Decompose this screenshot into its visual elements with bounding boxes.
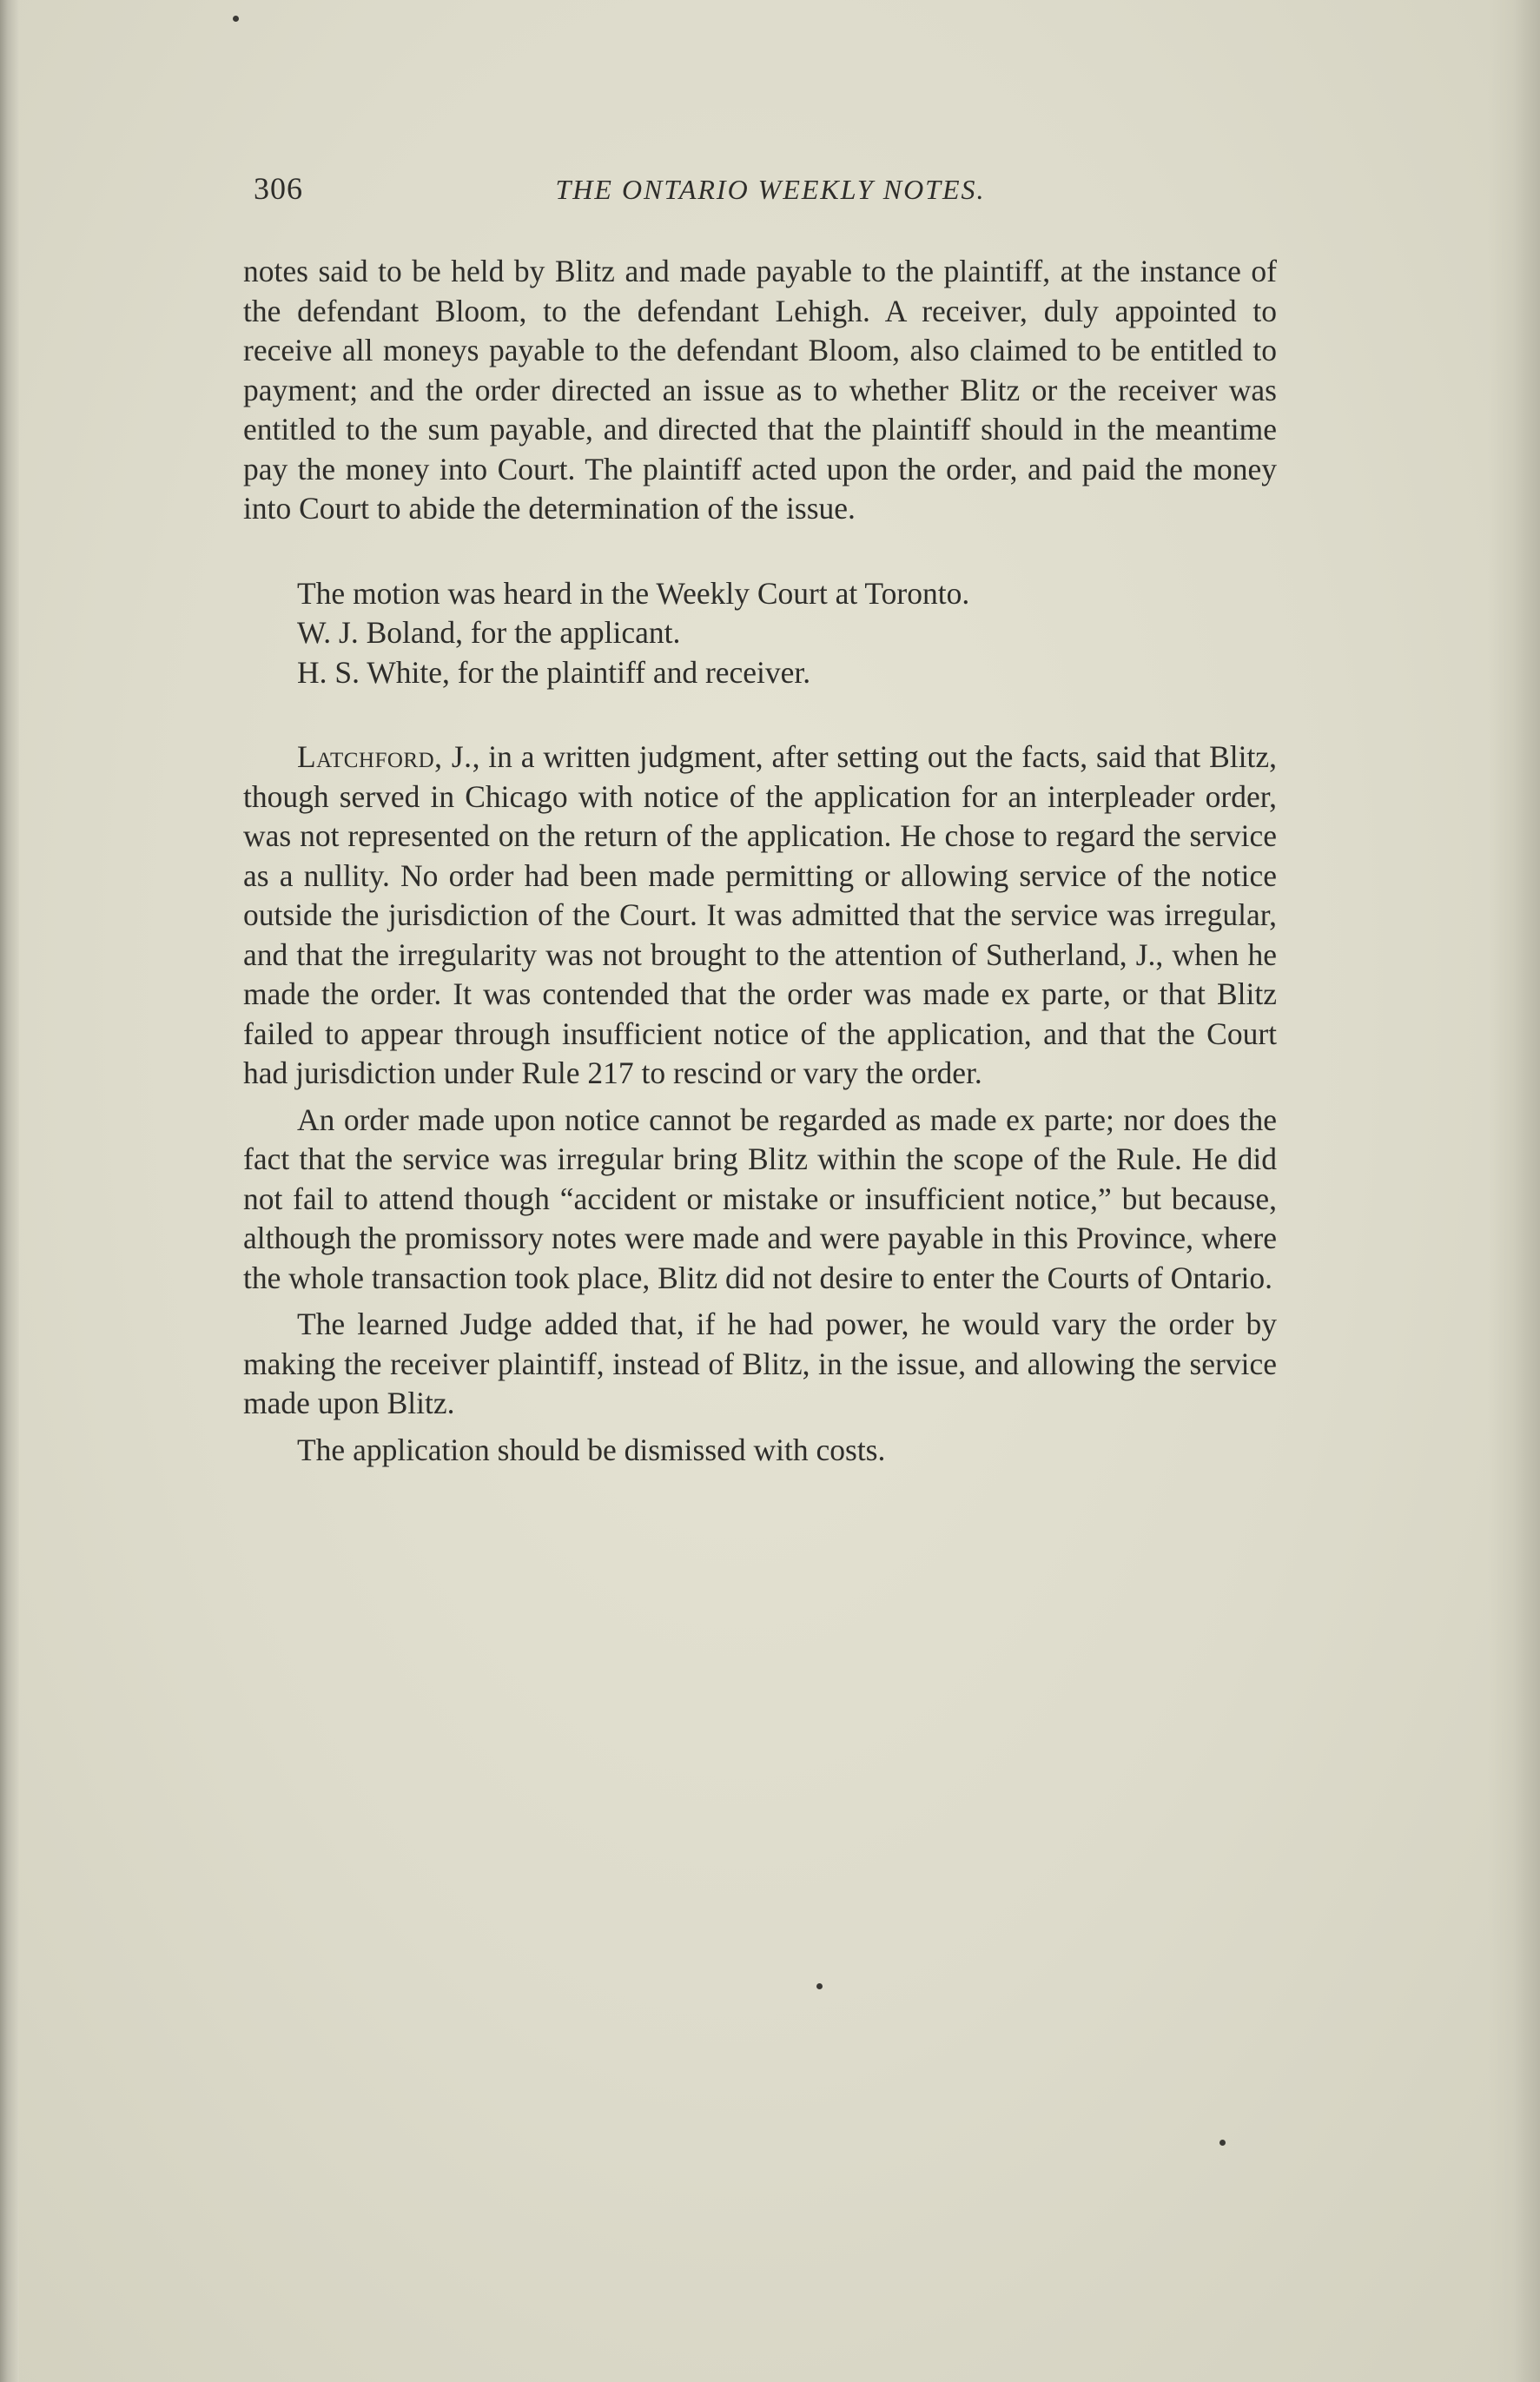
counsel-plaintiff: H. S. White, for the plaintiff and receiver. [297, 654, 811, 690]
opening-paragraph: notes said to be held by Blitz and made payable to the plaintiff, at the instance of the defendant Bloom, to the defendant Lehigh. A receiver, duly appointed to receive all moneys payable to the defendant Bloom, also claimed to be entitled to payment; and the order directed an issue as to whether Blitz or the receiver was entitled to the sum payable, and directed that the plaintiff should in the meantime pay the money into Court. The plaintiff acted upon the order, and paid the money into Court to abide the determination of the issue. [243, 254, 1277, 526]
judgment-text: , in a written judgment, after setting out the facts, said that Blitz, though served in Chicago with notice of the application for an interpleader order, was not represented on the return of the application. He chose to regard the service as a nullity. No order had been made permitting or allowing service of the notice outside the jurisdiction of the Court. It was admitted that the service was irregular, and that the irregularity was not brought to the attention of Sutherland, J., when he made the order. It was contended that the order was made ex parte, or that Blitz failed to appear through insufficient notice of the application, and that the Court had jurisdiction under Rule 217 to rescind or vary the order. [243, 739, 1277, 1090]
court-line: The motion was heard in the Weekly Court at Toronto. [297, 575, 970, 611]
paragraph-gap [243, 1424, 1277, 1431]
counsel-applicant: W. J. Boland, for the applicant. [297, 615, 681, 650]
ink-speck [1219, 2140, 1226, 2146]
paragraph-gap [243, 1094, 1277, 1101]
section-gap [243, 529, 1277, 574]
body-text [243, 252, 1277, 1470]
page-binding-edge [0, 0, 19, 2382]
page-number: 306 [254, 171, 303, 206]
page-header [254, 170, 1287, 222]
ex-parte-paragraph: An order made upon notice cannot be regarded as made ex parte; nor does the fact that the service was irregular bring Blitz within the scope of the Rule. He did not fail to attend though “accident or mistake or insufficient notice,” but because, although the promissory notes were made and were payable in this Province, where the whole transaction took place, Blitz did not desire to enter the Courts of Ontario. [243, 1102, 1277, 1295]
vary-order-paragraph: The learned Judge added that, if he had power, he would vary the order by making the receiver plaintiff, instead of Blitz, in the issue, and allowing the service made upon Blitz. [243, 1307, 1277, 1420]
running-title: THE ONTARIO WEEKLY NOTES. [555, 174, 986, 205]
judge-name: Latchford, J. [297, 739, 473, 774]
page-edge-shadow [1488, 0, 1540, 2382]
paragraph-gap [243, 1298, 1277, 1305]
judgment-paragraph [243, 738, 1277, 1094]
section-gap [243, 692, 1277, 738]
ink-speck [233, 16, 239, 22]
ink-speck [816, 1983, 823, 1989]
dismissed-paragraph: The application should be dismissed with costs. [297, 1432, 886, 1467]
